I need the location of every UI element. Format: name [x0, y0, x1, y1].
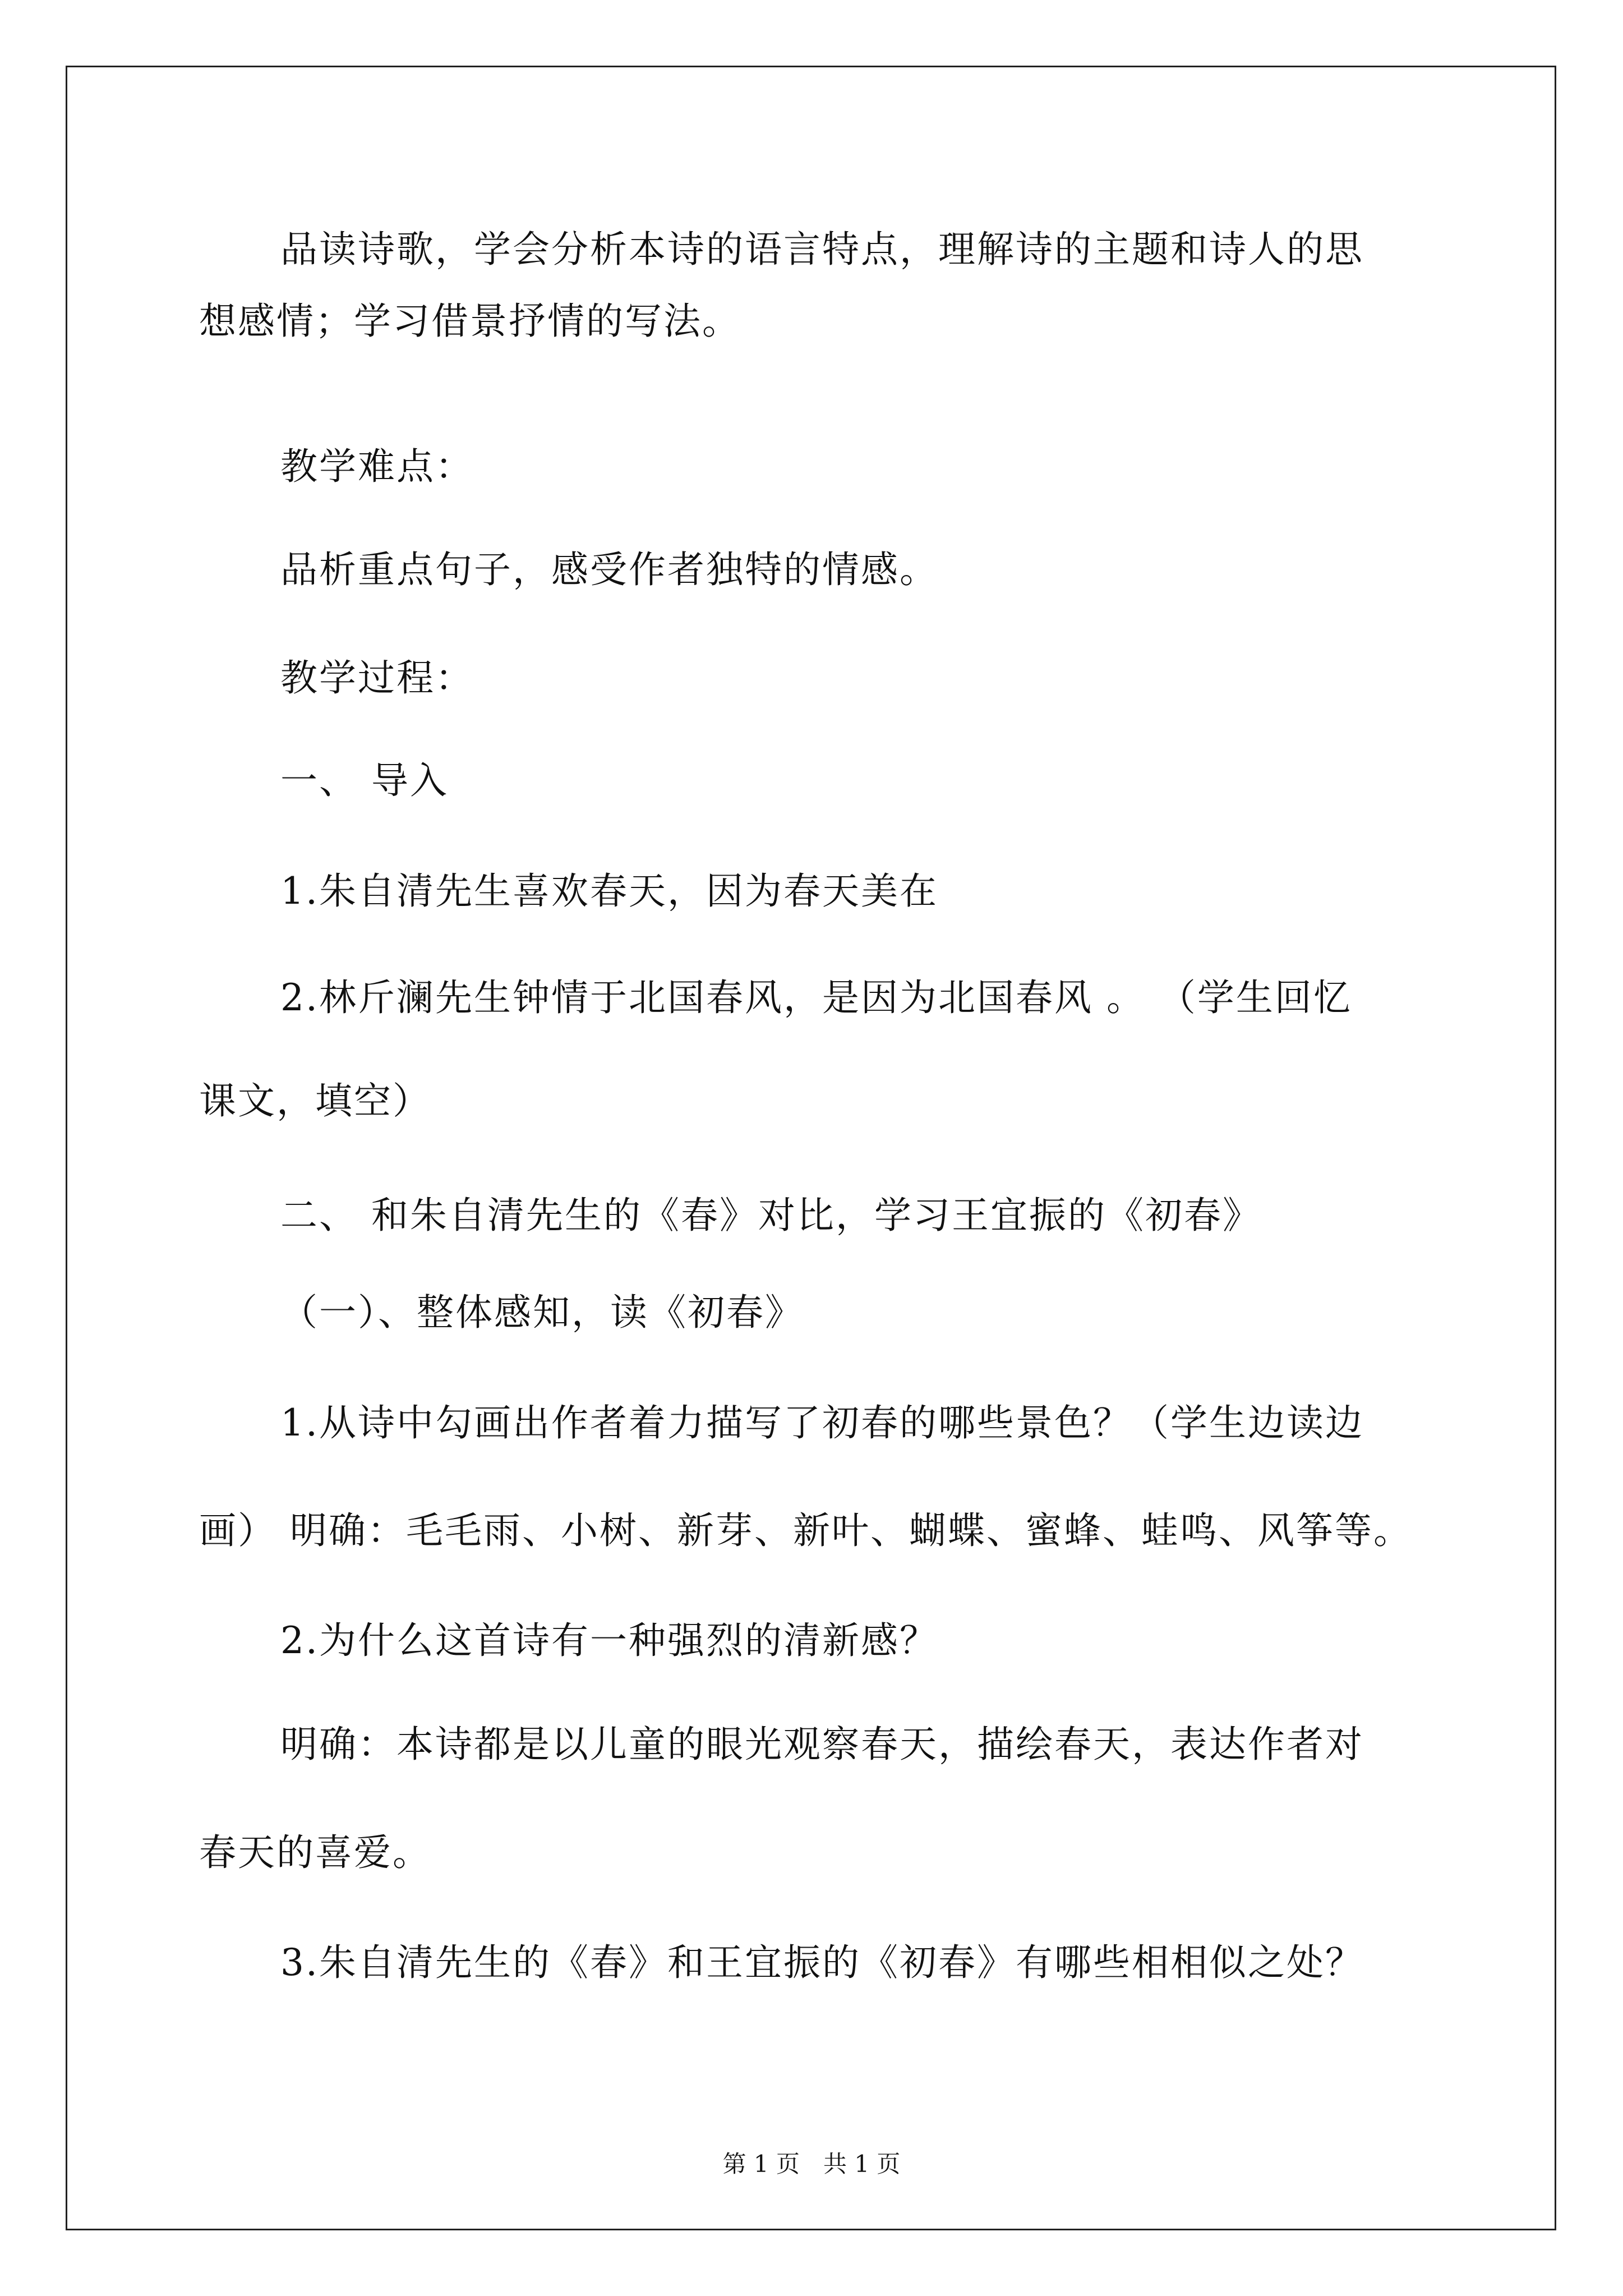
page-border — [66, 66, 1556, 2230]
paragraph-line: （一）、整体感知，读《初春》 — [280, 1291, 804, 1334]
paragraph-line: 2.为什么这首诗有一种强烈的清新感？ — [280, 1619, 938, 1662]
paragraph-line: 品读诗歌，学会分析本诗的语言特点，理解诗的主题和诗人的思 — [280, 228, 1364, 271]
paragraph-line: 一、 导入 — [280, 759, 449, 802]
paragraph-line: 课文，填空） — [199, 1079, 431, 1122]
paragraph-line: 教学难点： — [280, 445, 474, 488]
paragraph-line: 品析重点句子，感受作者独特的情感。 — [280, 548, 938, 591]
paragraph-line: 教学过程： — [280, 656, 474, 700]
paragraph-line: 明确：本诗都是以儿童的眼光观察春天，描绘春天，表达作者对 — [280, 1723, 1364, 1766]
paragraph-line: 二、 和朱自清先生的《春》对比，学习王宜振的《初春》 — [280, 1194, 1261, 1237]
paragraph-line: 1.从诗中勾画出作者着力描写了初春的哪些景色？（学生边读边 — [280, 1401, 1364, 1444]
paragraph-line: 想感情；学习借景抒情的写法。 — [199, 300, 741, 343]
paragraph-line: 2.林斤澜先生钟情于北国春风，是因为北国春风 。 （学生回忆 — [280, 976, 1352, 1019]
page-footer: 第 1 页 共 1 页 — [722, 2150, 901, 2178]
paragraph-line: 画） 明确：毛毛雨、小树、新芽、新叶、蝴蝶、蜜蜂、蛙鸣、风筝等。 — [199, 1509, 1412, 1552]
paragraph-line: 1.朱自清先生喜欢春天，因为春天美在 — [280, 869, 938, 913]
paragraph-line: 3.朱自清先生的《春》和王宜振的《初春》有哪些相相似之处？ — [280, 1941, 1364, 1984]
paragraph-line: 春天的喜爱。 — [199, 1831, 431, 1874]
